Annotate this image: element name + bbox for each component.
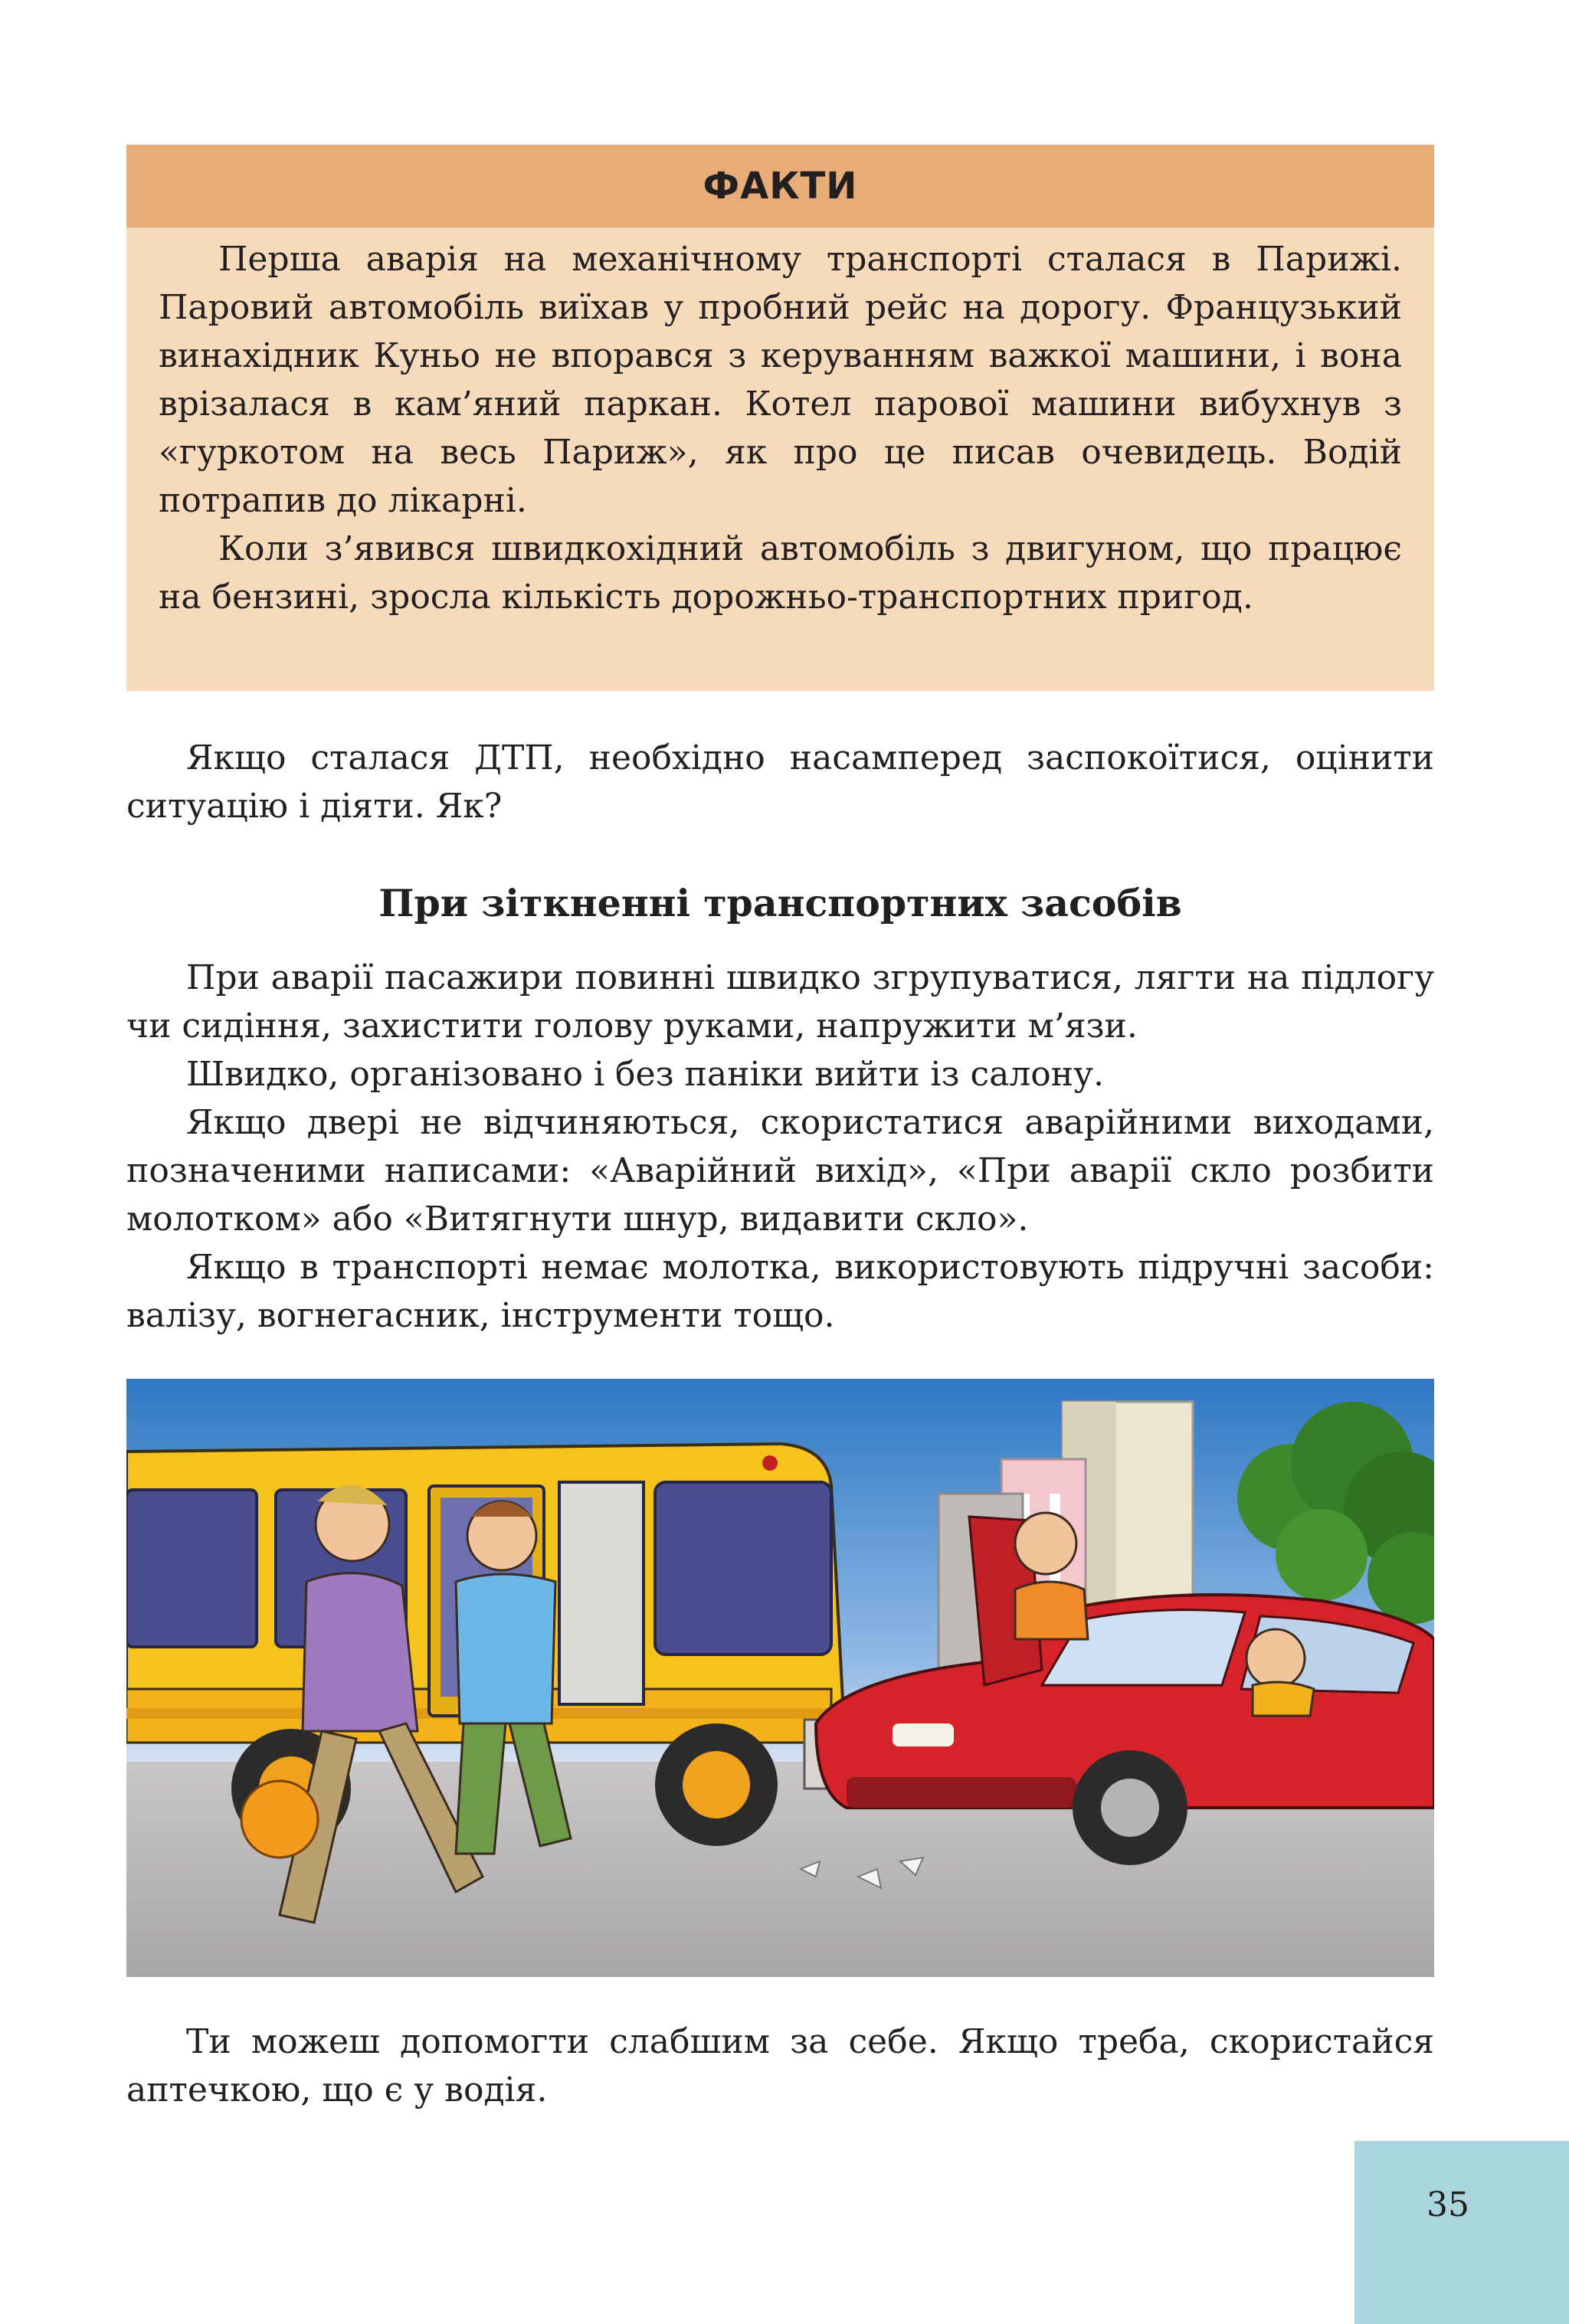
facts-paragraph-2: Коли з’явився швидкохідний автомобіль з двигуном, що працює на бензині, зросла кількість дорожньо-транспортних пригод. (159, 529, 1402, 617)
section-paragraph-3: Якщо двері не відчиняються, скористатися аварійними виходами, позначеними написами: «Аварійний вихід», «При аварії скло розбити молотком» або «Витягнути шнур, видавити скло». (126, 1103, 1434, 1239)
facts-body (126, 227, 1434, 621)
section-paragraph-2: Швидко, організовано і без паніки вийти із салону. (186, 1055, 1104, 1094)
page-number: 35 (1427, 2185, 1469, 2224)
section-body (126, 954, 1434, 1340)
facts-title: ФАКТИ (126, 145, 1434, 227)
section-heading: При зіткненні транспортних засобів (378, 881, 1182, 925)
section-paragraph-1: При аварії пасажири повинні швидко згрупуватися, лягти на підлогу чи сидіння, захистити голову руками, напружити м’язи. (126, 958, 1434, 1046)
facts-box (126, 145, 1434, 691)
collision-illustration (126, 1379, 1434, 1977)
closing-paragraph: Ти можеш допомогти слабшим за себе. Якщо треба, скористайся аптечкою, що є у водія. (126, 2022, 1434, 2110)
section-paragraph-4: Якщо в транспорті немає молотка, використовують підручні засоби: валізу, вогнегасник, інструменти тощо. (126, 1248, 1434, 1335)
facts-paragraph-1: Перша аварія на механічному транспорті сталася в Парижі. Паровий автомобіль виїхав у пробний рейс на дорогу. Французький винахідник Куньо не впорався з керуванням важкої машини, і вона врізалася в кам’яний паркан. Котел парової машини вибухнув з «гуркотом на весь Париж», як про це писав очевидець. Водій потрапив до лікарні. (159, 240, 1402, 520)
page-number-tab (1354, 2141, 1569, 2324)
intro-paragraph: Якщо сталася ДТП, необхідно насамперед заспокоїтися, оцінити ситуацію і діяти. Як? (126, 738, 1434, 826)
